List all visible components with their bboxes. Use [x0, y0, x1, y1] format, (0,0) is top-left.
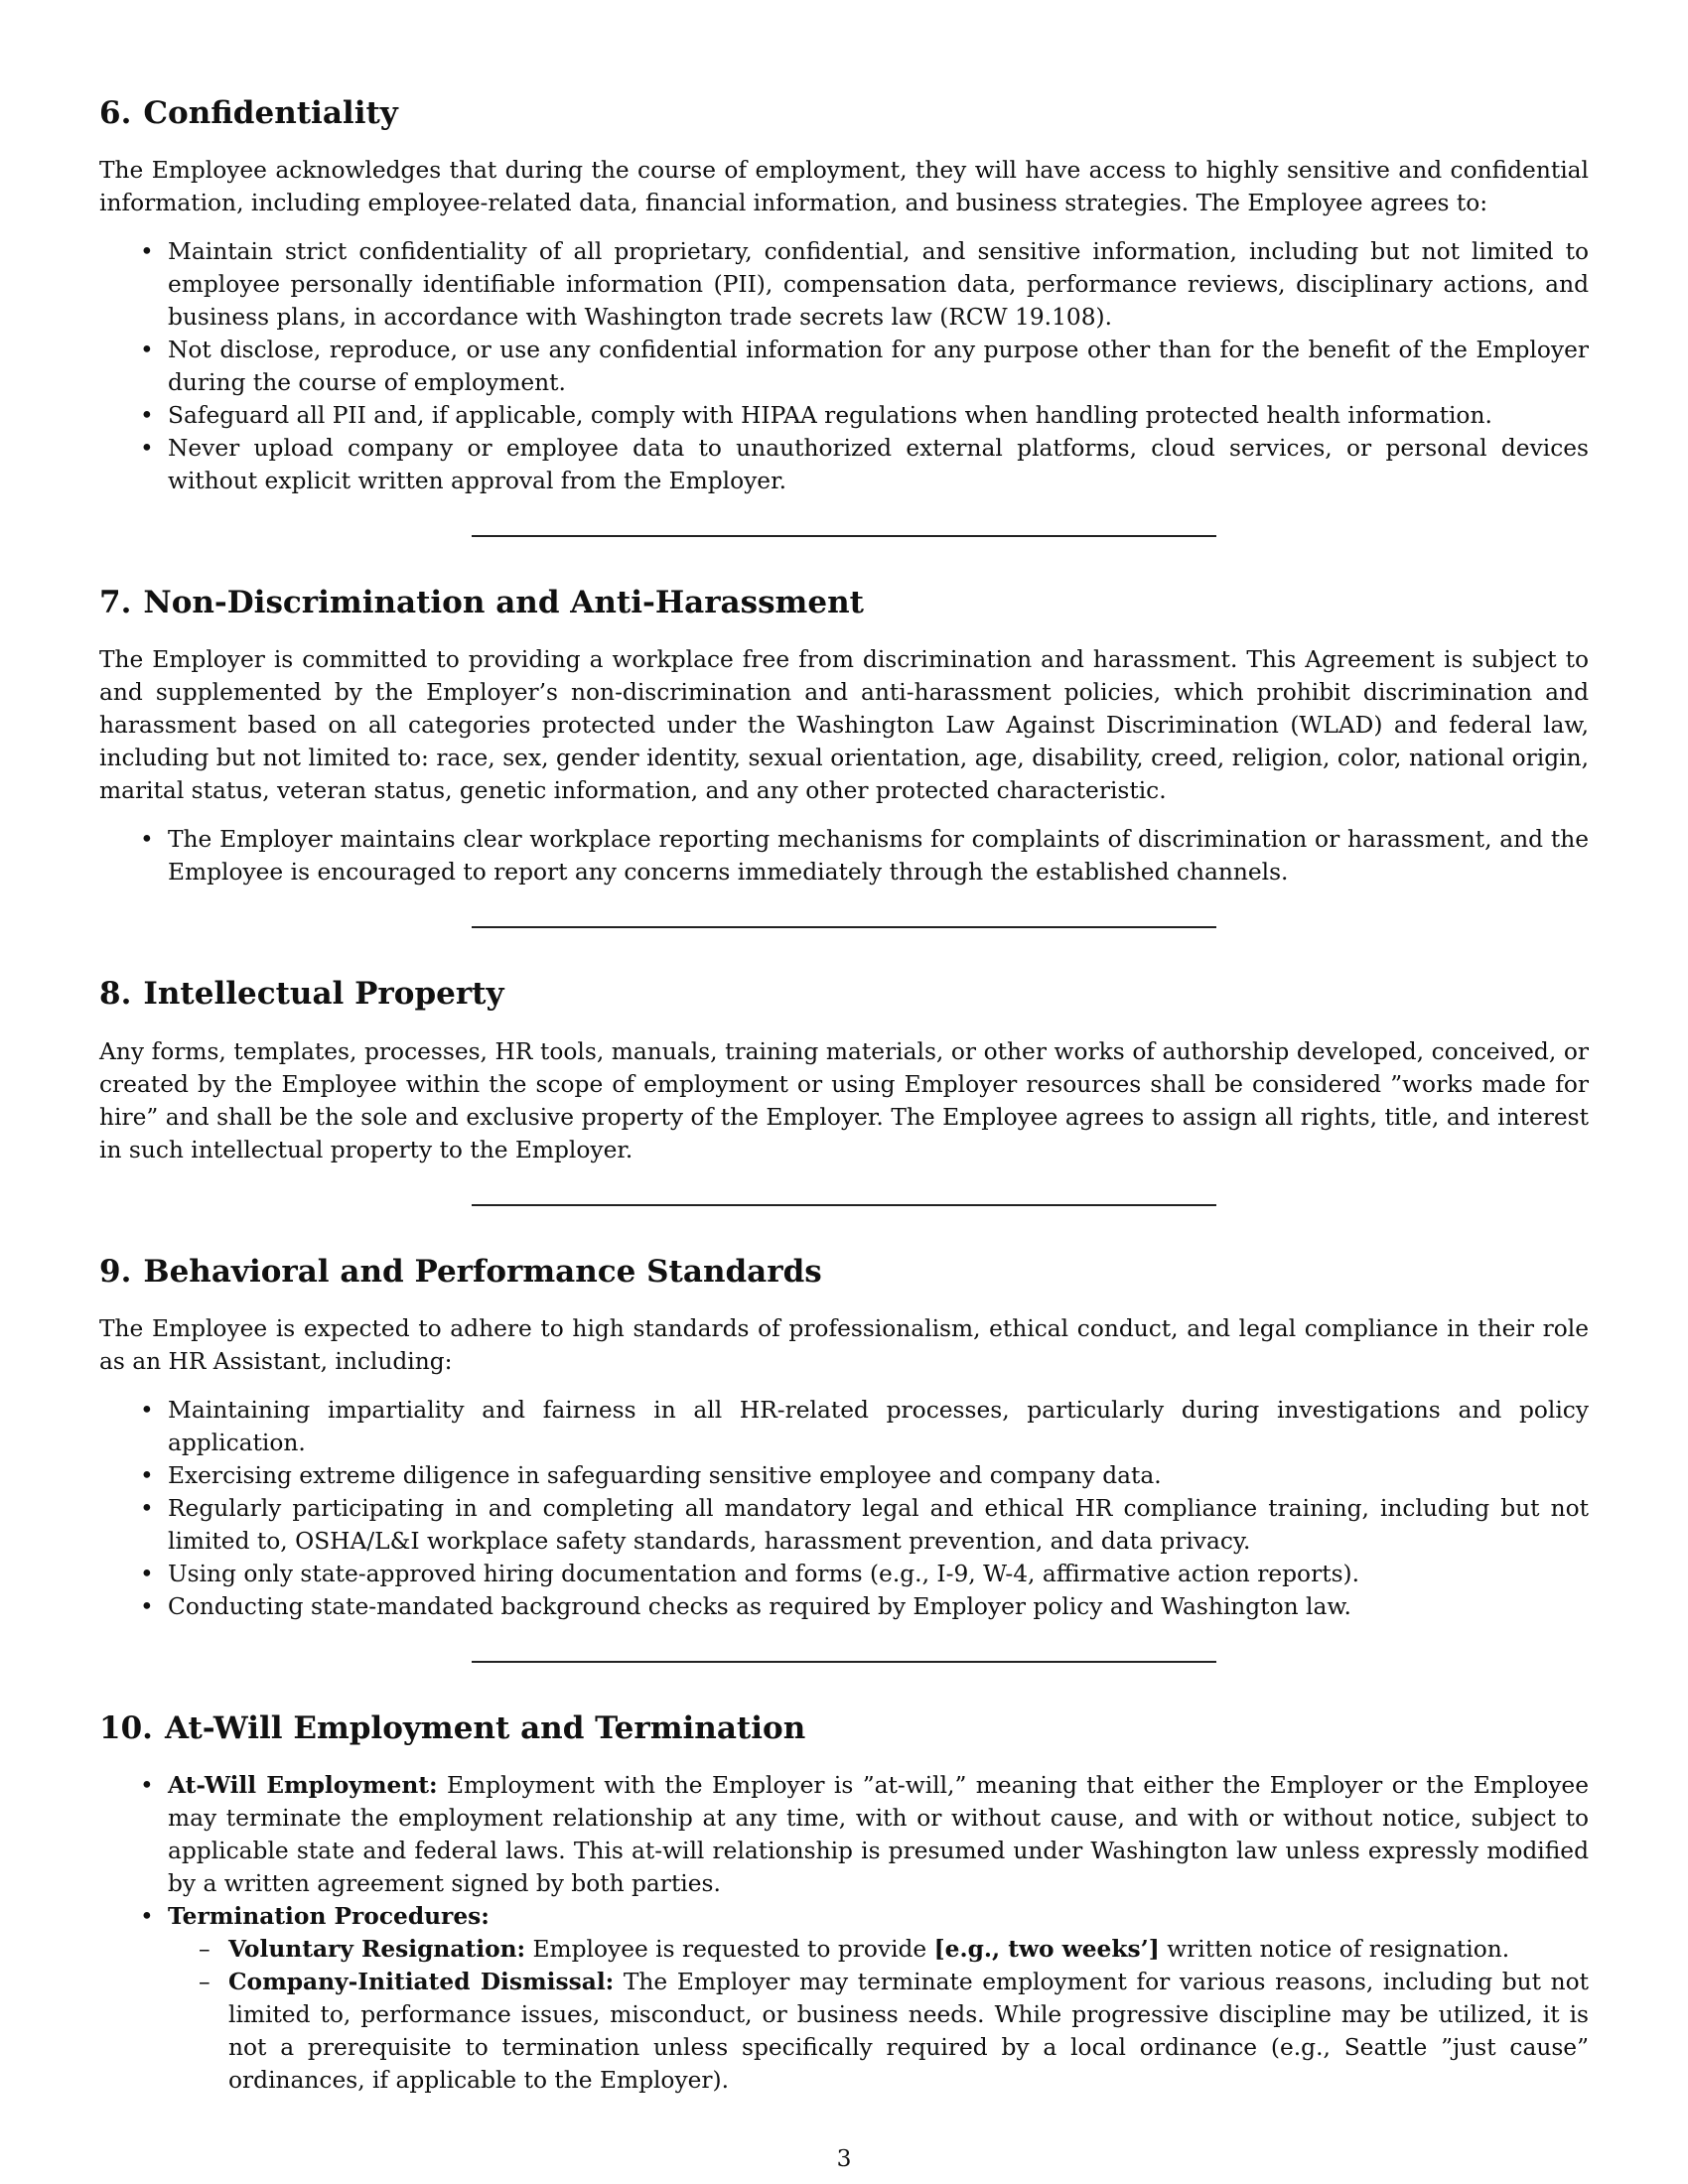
- list-item: • The Employer maintains clear workplace reporting mechanisms for complaints of discrimination or harassment, and the Employee is encouraged to report any concerns immediately through the established channels.: [168, 823, 1589, 888]
- section-at-will-employment: [99, 1710, 1589, 2097]
- item-text: written notice of resignation.: [1167, 1935, 1510, 1963]
- list-item: • Not disclose, reproduce, or use any confidential information for any purpose other than for the benefit of the Employer during the course of employment.: [168, 334, 1589, 399]
- section-intro: Any forms, templates, processes, HR tools, manuals, training materials, or other works of authorship developed, conceived, or created by the Employee within the scope of employment or using Employer resources shall be considered ”works made for hire” and shall be the sole and exclusive property of the Employer. The Employee agrees to assign all rights, title, and interest in such intellectual property to the Employer.: [99, 1037, 1589, 1163]
- item-label: Voluntary Resignation:: [228, 1935, 526, 1963]
- section-heading: [99, 95, 1589, 132]
- section-heading: [99, 1710, 1589, 1747]
- list-item: • Maintain strict confidentiality of all proprietary, confidential, and sensitive information, including but not limited to employee personally identifiable information (PII), compensation data, performance reviews, disciplinary actions, and business plans, in accordance with Washington trade secrets law (RCW 19.108).: [168, 235, 1589, 334]
- section-divider: [472, 535, 1216, 537]
- bullet-list: [99, 1394, 1589, 1623]
- section-confidentiality: [99, 95, 1589, 537]
- sub-item-company-dismissal: [228, 1966, 1589, 2097]
- bullet-list: [99, 1769, 1589, 2097]
- sub-item-voluntary-resignation: [228, 1933, 1589, 1966]
- item-label: At-Will Employment:: [168, 1771, 438, 1799]
- section-behavioral-standards: [99, 1254, 1589, 1663]
- item-label: Termination Procedures:: [168, 1902, 490, 1930]
- section-divider: [472, 1204, 1216, 1206]
- section-title: Intellectual Property: [143, 976, 504, 1013]
- list-item: • Never upload company or employee data to unauthorized external platforms, cloud services, or personal devices without explicit written approval from the Employer.: [168, 432, 1589, 497]
- notice-placeholder: [e.g., two weeks’]: [933, 1935, 1160, 1963]
- page-number: 3: [836, 2145, 852, 2172]
- list-item: • Using only state-approved hiring documentation and forms (e.g., I-9, W-4, affirmative action reports).: [168, 1558, 1589, 1590]
- section-number: 9.: [99, 1253, 132, 1290]
- section-divider: [472, 1661, 1216, 1663]
- section-title: At-Will Employment and Termination: [164, 1709, 806, 1746]
- section-title: Behavioral and Performance Standards: [143, 1253, 822, 1290]
- section-number: 7.: [99, 585, 132, 621]
- list-item: • Exercising extreme diligence in safeguarding sensitive employee and company data.: [168, 1459, 1589, 1492]
- section-intro: The Employee is expected to adhere to high standards of professionalism, ethical conduct, and legal compliance in their role as an HR Assistant, including:: [99, 1314, 1589, 1375]
- item-label: Company-Initiated Dismissal:: [228, 1968, 615, 1995]
- section-intro: The Employee acknowledges that during the course of employment, they will have access to highly sensitive and confidential information, including employee-related data, financial information, and business strategies. The Employee agrees to:: [99, 157, 1589, 217]
- list-item: • Regularly participating in and completing all mandatory legal and ethical HR compliance training, including but not limited to, OSHA/L&I workplace safety standards, harassment prevention, and data privacy.: [168, 1492, 1589, 1558]
- item-text: Employee is requested to provide: [532, 1935, 927, 1963]
- section-heading: [99, 976, 1589, 1013]
- section-number: 8.: [99, 976, 132, 1013]
- section-number: 6.: [99, 95, 132, 131]
- sub-list: [168, 1933, 1589, 2097]
- item-text: Employment with the Employer is ”at-will,” meaning that either the Employer or the Employee may terminate the employment relationship at any time, with or without cause, and with or without notice, subject to applicable state and federal laws. This at-will relationship is presumed under Washington law unless expressly modified by a written agreement signed by both parties.: [168, 1771, 1590, 1897]
- list-item: • Safeguard all PII and, if applicable, comply with HIPAA regulations when handling protected health information.: [168, 399, 1589, 432]
- list-item: • Conducting state-mandated background checks as required by Employer policy and Washington law.: [168, 1590, 1589, 1623]
- list-item-at-will: [168, 1769, 1589, 1900]
- section-intro: The Employer is committed to providing a workplace free from discrimination and harassment. This Agreement is subject to and supplemented by the Employer’s non-discrimination and anti-harassment policies, which prohibit discrimination and harassment based on all categories protected under the Washington Law Against Discrimination (WLAD) and federal law, including but not limited to: race, sex, gender identity, sexual orientation, age, disability, creed, religion, color, national origin, marital status, veteran status, genetic information, and any other protected characteristic.: [99, 646, 1589, 805]
- section-heading: [99, 1254, 1589, 1291]
- section-non-discrimination: [99, 585, 1589, 928]
- section-intellectual-property: [99, 976, 1589, 1205]
- bullet-list: [99, 823, 1589, 888]
- document-page: [99, 95, 1589, 2097]
- section-title: Confidentiality: [143, 95, 398, 131]
- item-text: The Employer may terminate employment for various reasons, including but not limited to, performance issues, misconduct, or business needs. While progressive discipline may be utilized, it is not a prerequisite to termination unless specifically required by a local ordinance (e.g., Seattle ”just cause” ordinances, if applicable to the Employer).: [228, 1968, 1589, 2094]
- section-title: Non-Discrimination and Anti-Harassment: [143, 585, 864, 621]
- list-item: • Maintaining impartiality and fairness in all HR-related processes, particularly during investigations and policy application.: [168, 1394, 1589, 1459]
- list-item-termination-procedures: [168, 1900, 1589, 2097]
- section-number: 10.: [99, 1709, 153, 1746]
- section-divider: [472, 926, 1216, 928]
- section-heading: [99, 585, 1589, 621]
- bullet-list: [99, 235, 1589, 497]
